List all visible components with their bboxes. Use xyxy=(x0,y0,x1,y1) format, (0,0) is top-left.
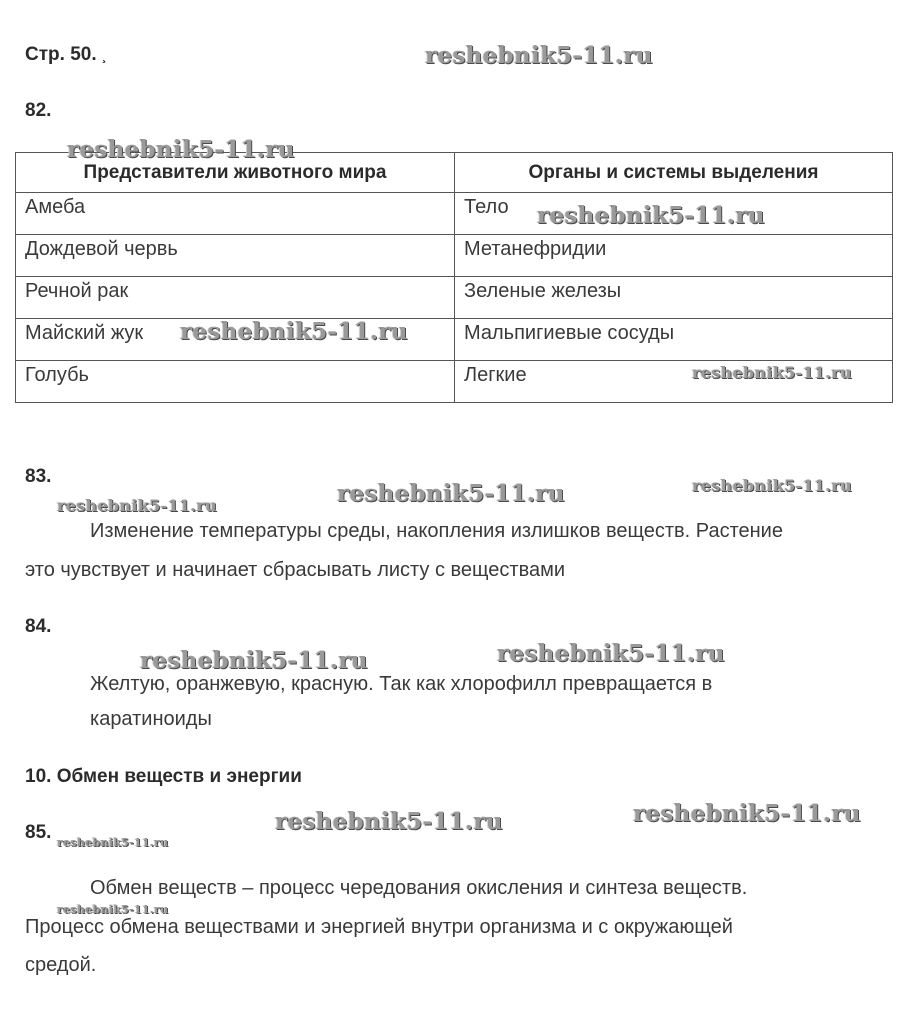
watermark: reshebnik5-11.ru xyxy=(692,476,852,495)
task-84-line-2: каратиноиды xyxy=(90,708,212,730)
table-cell-animal: Голубь xyxy=(16,361,455,403)
task-85-line-3: средой. xyxy=(25,954,97,976)
task-85-number: 85. xyxy=(25,822,52,843)
watermark: reshebnik5-11.ru xyxy=(57,496,217,515)
watermark: reshebnik5-11.ru xyxy=(497,640,725,667)
table-cell-organ: Легкие xyxy=(455,361,893,403)
table-header-animals: Представители животного мира xyxy=(16,153,455,193)
task-84-number: 84. xyxy=(25,616,52,637)
watermark: reshebnik5-11.ru xyxy=(425,42,653,69)
table-cell-animal: Речной рак xyxy=(16,277,455,319)
table-row xyxy=(16,235,893,277)
table-cell-animal: Амеба xyxy=(16,193,455,235)
watermark: reshebnik5-11.ru xyxy=(57,903,169,916)
watermark: reshebnik5-11.ru xyxy=(275,808,503,835)
watermark: reshebnik5-11.ru xyxy=(633,800,861,827)
table-cell-animal: Майский жук xyxy=(16,319,455,361)
watermark: reshebnik5-11.ru xyxy=(57,836,169,849)
section-title: 10. Обмен веществ и энергии xyxy=(25,766,302,787)
watermark: reshebnik5-11.ru xyxy=(140,647,368,674)
watermark: reshebnik5-11.ru xyxy=(180,318,408,345)
table-row xyxy=(16,277,893,319)
task-82-number: 82. xyxy=(25,100,52,121)
task-84-line-1: Желтую, оранжевую, красную. Так как хлорофилл превращается в xyxy=(90,673,713,695)
page-label: Стр. 50. ¸ xyxy=(25,44,107,65)
table-cell-organ: Зеленые железы xyxy=(455,277,893,319)
watermark: reshebnik5-11.ru xyxy=(692,363,852,382)
task-83-line-1: Изменение температуры среды, накопления излишков веществ. Растение xyxy=(90,520,783,542)
watermark: reshebnik5-11.ru xyxy=(67,136,295,163)
watermark: reshebnik5-11.ru xyxy=(537,202,765,229)
table-cell-animal: Дождевой червь xyxy=(16,235,455,277)
table-cell-organ: Тело xyxy=(455,193,893,235)
task-83-line-2: это чувствует и начинает сбрасывать листу с веществами xyxy=(25,559,566,581)
table-cell-organ: Метанефридии xyxy=(455,235,893,277)
table-header-organs: Органы и системы выделения xyxy=(455,153,893,193)
watermark: reshebnik5-11.ru xyxy=(337,480,565,507)
table-row xyxy=(16,319,893,361)
task-83-number: 83. xyxy=(25,466,52,487)
table-cell-organ: Мальпигиевые сосуды xyxy=(455,319,893,361)
task-85-line-2: Процесс обмена веществами и энергией внутри организма и с окружающей xyxy=(25,916,733,938)
task-85-line-1: Обмен веществ – процесс чередования окисления и синтеза веществ. xyxy=(90,877,748,899)
